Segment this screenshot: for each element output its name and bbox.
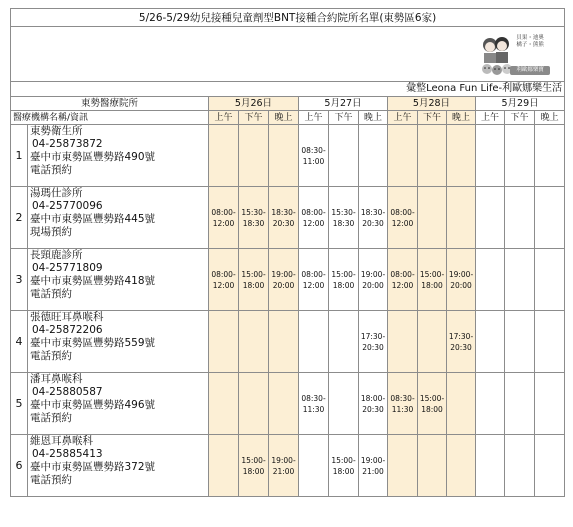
time-slot <box>505 435 535 497</box>
page-title: 5/26-5/29幼兒接種兒童劑型BNT接種合約院所名單(東勢區6家) <box>11 9 565 27</box>
time-slot <box>269 311 299 373</box>
clinic-row <box>11 125 565 187</box>
clinic-address: 臺中市東勢區豐勢路372號 <box>30 461 156 473</box>
time-slot <box>269 125 299 187</box>
period-header: 晚上 <box>269 111 299 125</box>
clinic-address: 臺中市東勢區豐勢路445號 <box>30 213 156 225</box>
clinic-row <box>11 311 565 373</box>
date-header-1: 5月26日 <box>209 97 299 111</box>
clinic-row <box>11 435 565 497</box>
time-slot: 17:30- 20:30 <box>359 311 388 373</box>
clinic-info <box>28 435 209 497</box>
clinic-address: 臺中市東勢區豐勢路490號 <box>30 151 156 163</box>
time-slot: 08:30- 11:30 <box>388 373 418 435</box>
clinic-booking-note: 電話預約 <box>30 350 72 362</box>
date-header-4: 5月29日 <box>476 97 565 111</box>
clinic-address: 臺中市東勢區豐勢路418號 <box>30 275 156 287</box>
time-slot <box>505 125 535 187</box>
period-header: 晚上 <box>535 111 565 125</box>
time-slot <box>535 125 565 187</box>
period-header: 下午 <box>505 111 535 125</box>
time-slot <box>447 435 476 497</box>
clinic-info <box>28 125 209 187</box>
period-header: 上午 <box>299 111 329 125</box>
clinic-name: 張德旺耳鼻喉科 <box>30 311 104 323</box>
time-slot <box>299 311 329 373</box>
time-slot: 15:00- 18:00 <box>239 249 269 311</box>
clinic-name: 湯瑪仕診所 <box>30 187 83 199</box>
credit-line: 彙整Leona Fun Life-利歐娜樂生活 <box>11 82 565 97</box>
time-slot <box>535 249 565 311</box>
time-slot <box>329 125 359 187</box>
schedule-sheet <box>10 8 564 516</box>
time-slot: 18:30- 20:30 <box>269 187 299 249</box>
time-slot <box>239 311 269 373</box>
time-slot <box>476 311 505 373</box>
banner-area <box>11 27 565 82</box>
clinic-address: 臺中市東勢區豐勢路496號 <box>30 399 156 411</box>
clinic-number: 5 <box>11 373 28 435</box>
period-header: 下午 <box>239 111 269 125</box>
clinic-booking-note: 電話預約 <box>30 474 72 486</box>
clinic-phone: 04-25771809 <box>32 262 103 274</box>
clinic-booking-note: 電話預約 <box>30 288 72 300</box>
time-slot <box>418 125 447 187</box>
clinic-booking-note: 電話預約 <box>30 164 72 176</box>
clinic-info <box>28 311 209 373</box>
clinic-row <box>11 373 565 435</box>
time-slot: 19:00- 20:00 <box>269 249 299 311</box>
clinic-phone: 04-25885413 <box>32 448 103 460</box>
clinic-row <box>11 187 565 249</box>
time-slot <box>418 435 447 497</box>
time-slot <box>476 125 505 187</box>
clinic-info <box>28 373 209 435</box>
clinic-schedule-table <box>10 8 565 497</box>
time-slot <box>476 373 505 435</box>
time-slot: 08:00- 12:00 <box>209 249 239 311</box>
clinic-info <box>28 187 209 249</box>
clinic-row <box>11 249 565 311</box>
clinic-name: 潘耳鼻喉科 <box>30 373 83 385</box>
time-slot <box>209 373 239 435</box>
time-slot: 15:30- 18:30 <box>239 187 269 249</box>
time-slot <box>535 373 565 435</box>
time-slot: 08:00- 12:00 <box>388 187 418 249</box>
time-slot <box>505 249 535 311</box>
time-slot: 17:30- 20:30 <box>447 311 476 373</box>
clinic-booking-note: 現場預約 <box>30 226 72 238</box>
time-slot: 15:00- 18:00 <box>329 249 359 311</box>
time-slot <box>329 373 359 435</box>
time-slot <box>535 435 565 497</box>
time-slot <box>239 125 269 187</box>
clinic-name: 長頸鹿診所 <box>30 249 83 261</box>
period-header: 上午 <box>388 111 418 125</box>
time-slot: 18:00- 20:30 <box>359 373 388 435</box>
time-slot <box>476 249 505 311</box>
clinic-name: 維恩耳鼻喉科 <box>30 435 93 447</box>
time-slot <box>388 125 418 187</box>
time-slot: 15:00- 18:00 <box>329 435 359 497</box>
time-slot: 08:00- 12:00 <box>209 187 239 249</box>
time-slot: 15:00- 18:00 <box>418 373 447 435</box>
time-slot <box>209 435 239 497</box>
time-slot <box>359 125 388 187</box>
time-slot <box>418 311 447 373</box>
clinic-number: 4 <box>11 311 28 373</box>
time-slot <box>239 373 269 435</box>
period-header: 晚上 <box>447 111 476 125</box>
time-slot <box>388 435 418 497</box>
time-slot <box>476 435 505 497</box>
clinic-number: 2 <box>11 187 28 249</box>
column-header: 醫療機構名稱/資訊 <box>11 111 209 125</box>
time-slot <box>505 311 535 373</box>
time-slot <box>535 311 565 373</box>
clinic-booking-note: 電話預約 <box>30 412 72 424</box>
time-slot: 15:00- 18:00 <box>239 435 269 497</box>
clinic-phone: 04-25872206 <box>32 324 103 336</box>
clinic-phone: 04-25880587 <box>32 386 103 398</box>
time-slot: 08:30- 11:30 <box>299 373 329 435</box>
time-slot <box>447 125 476 187</box>
clinic-name: 東勢衛生所 <box>30 125 83 137</box>
time-slot <box>209 311 239 373</box>
period-header: 下午 <box>418 111 447 125</box>
time-slot <box>505 373 535 435</box>
time-slot <box>388 311 418 373</box>
logo-line-1: 貝果・迪奧 <box>516 35 544 41</box>
time-slot <box>535 187 565 249</box>
logo-line-2: 橘子・熊熊 <box>516 42 544 48</box>
time-slot: 15:00- 18:00 <box>418 249 447 311</box>
district-header: 東勢醫療院所 <box>11 97 209 111</box>
time-slot: 19:00- 20:00 <box>447 249 476 311</box>
time-slot: 08:00- 12:00 <box>388 249 418 311</box>
clinic-address: 臺中市東勢區豐勢路559號 <box>30 337 156 349</box>
period-header: 下午 <box>329 111 359 125</box>
time-slot: 19:00- 21:00 <box>269 435 299 497</box>
time-slot: 19:00- 20:00 <box>359 249 388 311</box>
time-slot <box>505 187 535 249</box>
time-slot: 08:00- 12:00 <box>299 249 329 311</box>
time-slot <box>418 187 447 249</box>
logo-brand: 利歐娜樂寶 <box>510 66 550 75</box>
clinic-phone: 04-25770096 <box>32 200 103 212</box>
time-slot <box>447 187 476 249</box>
period-header: 晚上 <box>359 111 388 125</box>
time-slot <box>329 311 359 373</box>
time-slot <box>476 187 505 249</box>
clinic-number: 6 <box>11 435 28 497</box>
time-slot: 08:00- 12:00 <box>299 187 329 249</box>
time-slot: 18:30- 20:30 <box>359 187 388 249</box>
clinic-phone: 04-25873872 <box>32 138 103 150</box>
time-slot <box>269 373 299 435</box>
time-slot <box>209 125 239 187</box>
time-slot <box>447 373 476 435</box>
clinic-number: 1 <box>11 125 28 187</box>
time-slot: 08:30- 11:00 <box>299 125 329 187</box>
time-slot: 19:00- 21:00 <box>359 435 388 497</box>
time-slot <box>299 435 329 497</box>
time-slot: 15:30- 18:30 <box>329 187 359 249</box>
clinic-number: 3 <box>11 249 28 311</box>
date-header-2: 5月27日 <box>299 97 388 111</box>
date-header-3: 5月28日 <box>388 97 476 111</box>
clinic-info <box>28 249 209 311</box>
logo <box>481 29 556 79</box>
period-header: 上午 <box>476 111 505 125</box>
period-header: 上午 <box>209 111 239 125</box>
